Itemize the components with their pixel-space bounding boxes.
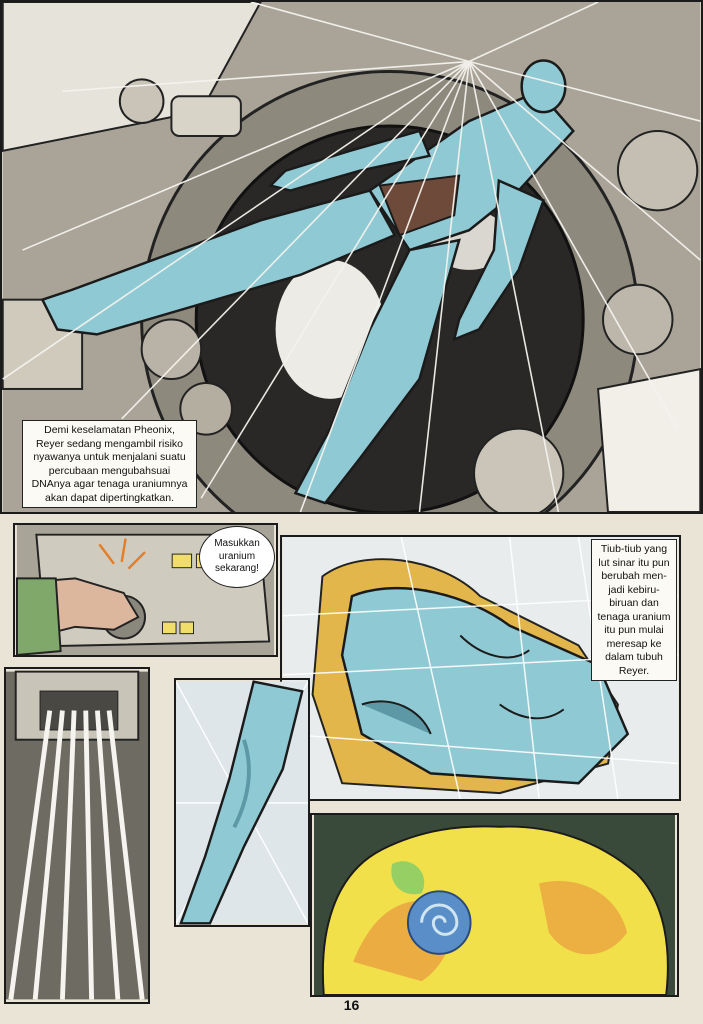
- caption-line: Reyer sedang mengambil risiko: [35, 437, 184, 450]
- panel-glowing-chest: [310, 813, 679, 997]
- page-number: 16: [343, 997, 360, 1013]
- narration-caption-top: [22, 420, 197, 508]
- caption-line: biruan dan: [609, 597, 659, 609]
- tubes-illustration: [6, 669, 148, 1002]
- caption-line: jadi kebiru-: [608, 583, 660, 596]
- caption-line: meresap ke: [606, 637, 662, 650]
- caption-line: Demi keselamatan Pheonix,: [44, 424, 175, 436]
- caption-line: Reyer.: [618, 664, 650, 677]
- caption-line: Tiub-tiub yang: [600, 543, 668, 555]
- caption-line: dalam tubuh: [605, 651, 663, 663]
- narration-caption-right: [591, 539, 677, 681]
- caption-line: lut sinar itu pun: [598, 556, 670, 569]
- caption-line: percubaan mengubahsuai: [48, 464, 171, 477]
- speech-line: Masukkan: [214, 538, 260, 550]
- chest-illustration: [312, 815, 677, 995]
- speech-bubble: [199, 526, 275, 588]
- caption-line: berubah men-: [601, 570, 667, 582]
- leg-illustration: [176, 680, 308, 925]
- caption-line: DNAnya agar tenaga uraniumnya: [31, 478, 188, 490]
- caption-line: itu pun mulai: [604, 624, 664, 636]
- caption-line: akan dapat dipertingkatkan.: [44, 491, 174, 504]
- panel-glowing-leg: [174, 678, 310, 927]
- caption-line: tenaga uranium: [597, 610, 671, 623]
- panel-light-tubes: [4, 667, 150, 1004]
- speech-line: sekarang!: [215, 563, 259, 575]
- caption-line: nyawanya untuk menjalani suatu: [33, 451, 186, 463]
- speech-line: uranium: [218, 550, 256, 562]
